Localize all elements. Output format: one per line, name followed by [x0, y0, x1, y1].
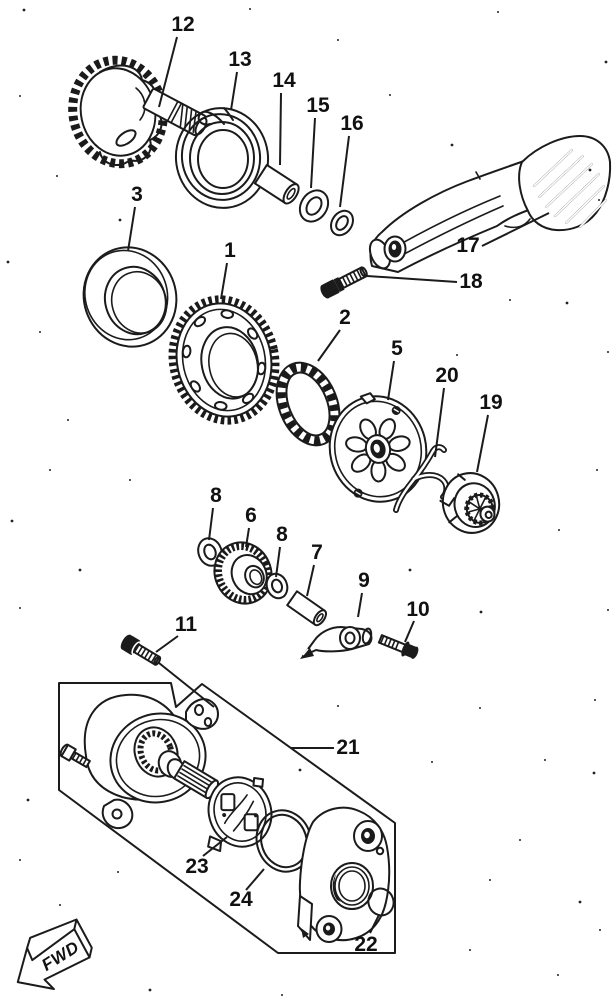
- scan-speck: [19, 607, 21, 609]
- callout-17: 17: [456, 234, 480, 257]
- part-kick-axle-gear: [63, 52, 210, 172]
- scan-speck: [67, 419, 69, 421]
- part-washer-15: [294, 185, 334, 227]
- scan-speck: [544, 759, 546, 761]
- part-stopper-arm: [300, 627, 372, 659]
- scan-speck: [337, 705, 339, 707]
- scan-speck: [281, 994, 283, 996]
- callout-leader-24: [246, 869, 264, 890]
- part-pin: [287, 591, 328, 627]
- scan-speck: [11, 520, 14, 523]
- callout-6: 6: [245, 504, 257, 527]
- callout-leader-16: [340, 136, 349, 207]
- part-drive-gear: [435, 466, 506, 540]
- callout-14: 14: [272, 69, 296, 92]
- scan-speck: [607, 609, 609, 611]
- callout-20: 20: [435, 364, 459, 387]
- scan-speck: [49, 469, 51, 471]
- callout-15: 15: [306, 94, 330, 117]
- callout-leader-19: [477, 415, 488, 472]
- part-collar: [255, 165, 302, 206]
- callout-2: 2: [339, 306, 351, 329]
- scan-speck: [149, 989, 152, 992]
- callout-leader-13: [231, 72, 237, 110]
- scan-speck: [607, 351, 609, 353]
- callout-13: 13: [228, 48, 252, 71]
- scan-speck: [119, 219, 122, 222]
- part-cover-ring: [71, 235, 189, 359]
- part-kick-pedal: [366, 136, 610, 272]
- callout-7: 7: [311, 541, 323, 564]
- callout-8: 8: [276, 523, 288, 546]
- scan-speck: [557, 974, 559, 976]
- fwd-arrow: [1, 912, 101, 1002]
- scan-speck: [431, 761, 433, 763]
- part-end-cover: [298, 808, 397, 942]
- scan-speck: [599, 929, 601, 931]
- part-bolt-18: [318, 264, 369, 300]
- scan-speck: [23, 9, 26, 12]
- callout-22: 22: [354, 933, 378, 956]
- scan-speck: [129, 479, 131, 481]
- callout-21: 21: [336, 736, 360, 759]
- callout-leader-9: [358, 593, 362, 617]
- scan-speck: [558, 529, 560, 531]
- callout-23: 23: [185, 855, 209, 878]
- scan-speck: [56, 175, 58, 177]
- callout-leader-8: [276, 547, 280, 577]
- scan-speck: [409, 569, 412, 572]
- callout-leader-15: [311, 118, 315, 188]
- scan-speck: [249, 8, 251, 10]
- callout-leader-11: [156, 636, 178, 652]
- callout-leader-11: [159, 663, 214, 707]
- scan-speck: [519, 839, 521, 841]
- callout-9: 9: [358, 569, 370, 592]
- callout-19: 19: [479, 391, 503, 414]
- scan-speck: [489, 879, 491, 881]
- callout-18: 18: [459, 270, 483, 293]
- scan-speck: [593, 772, 596, 775]
- callout-24: 24: [229, 888, 253, 911]
- callout-leader-1: [221, 263, 227, 299]
- callout-16: 16: [340, 112, 364, 135]
- scan-speck: [594, 699, 596, 701]
- callout-10: 10: [406, 598, 430, 621]
- scan-speck: [59, 904, 61, 906]
- callout-8: 8: [210, 484, 222, 507]
- scan-speck: [479, 707, 481, 709]
- callout-leader-5: [388, 361, 394, 400]
- callout-11: 11: [174, 613, 198, 636]
- callout-leader-3: [128, 207, 135, 251]
- callout-5: 5: [391, 337, 403, 360]
- fwd-label: FWD: [38, 937, 83, 975]
- callout-leader-7: [307, 565, 314, 596]
- scan-speck: [469, 949, 471, 951]
- callout-leader-8: [209, 508, 213, 540]
- scan-speck: [596, 469, 598, 471]
- callout-leader-2: [318, 330, 340, 361]
- scan-speck: [598, 199, 600, 201]
- scan-speck: [299, 769, 302, 772]
- callout-leader-10: [405, 621, 414, 642]
- scan-speck: [79, 569, 82, 572]
- scan-speck: [605, 61, 608, 64]
- part-washer-16: [327, 207, 358, 240]
- scan-speck: [497, 11, 499, 13]
- callout-3: 3: [131, 183, 143, 206]
- scan-speck: [451, 144, 454, 147]
- scan-speck: [19, 859, 21, 861]
- scan-speck: [456, 354, 458, 356]
- scan-speck: [7, 261, 10, 264]
- callout-leader-14: [280, 93, 281, 165]
- part-clutch-gear: [161, 290, 286, 431]
- scan-speck: [117, 871, 119, 873]
- scan-speck: [389, 94, 391, 96]
- callout-1: 1: [224, 239, 236, 262]
- scan-speck: [27, 799, 30, 802]
- callout-leader-18: [367, 276, 457, 282]
- scan-speck: [566, 302, 569, 305]
- scan-speck: [509, 299, 511, 301]
- scan-speck: [589, 169, 592, 172]
- scan-speck: [19, 95, 21, 97]
- part-bolt-10: [377, 631, 420, 661]
- scan-speck: [579, 901, 582, 904]
- scan-speck: [337, 39, 339, 41]
- scan-speck: [480, 611, 483, 614]
- callout-12: 12: [171, 13, 195, 36]
- scan-speck: [39, 331, 41, 333]
